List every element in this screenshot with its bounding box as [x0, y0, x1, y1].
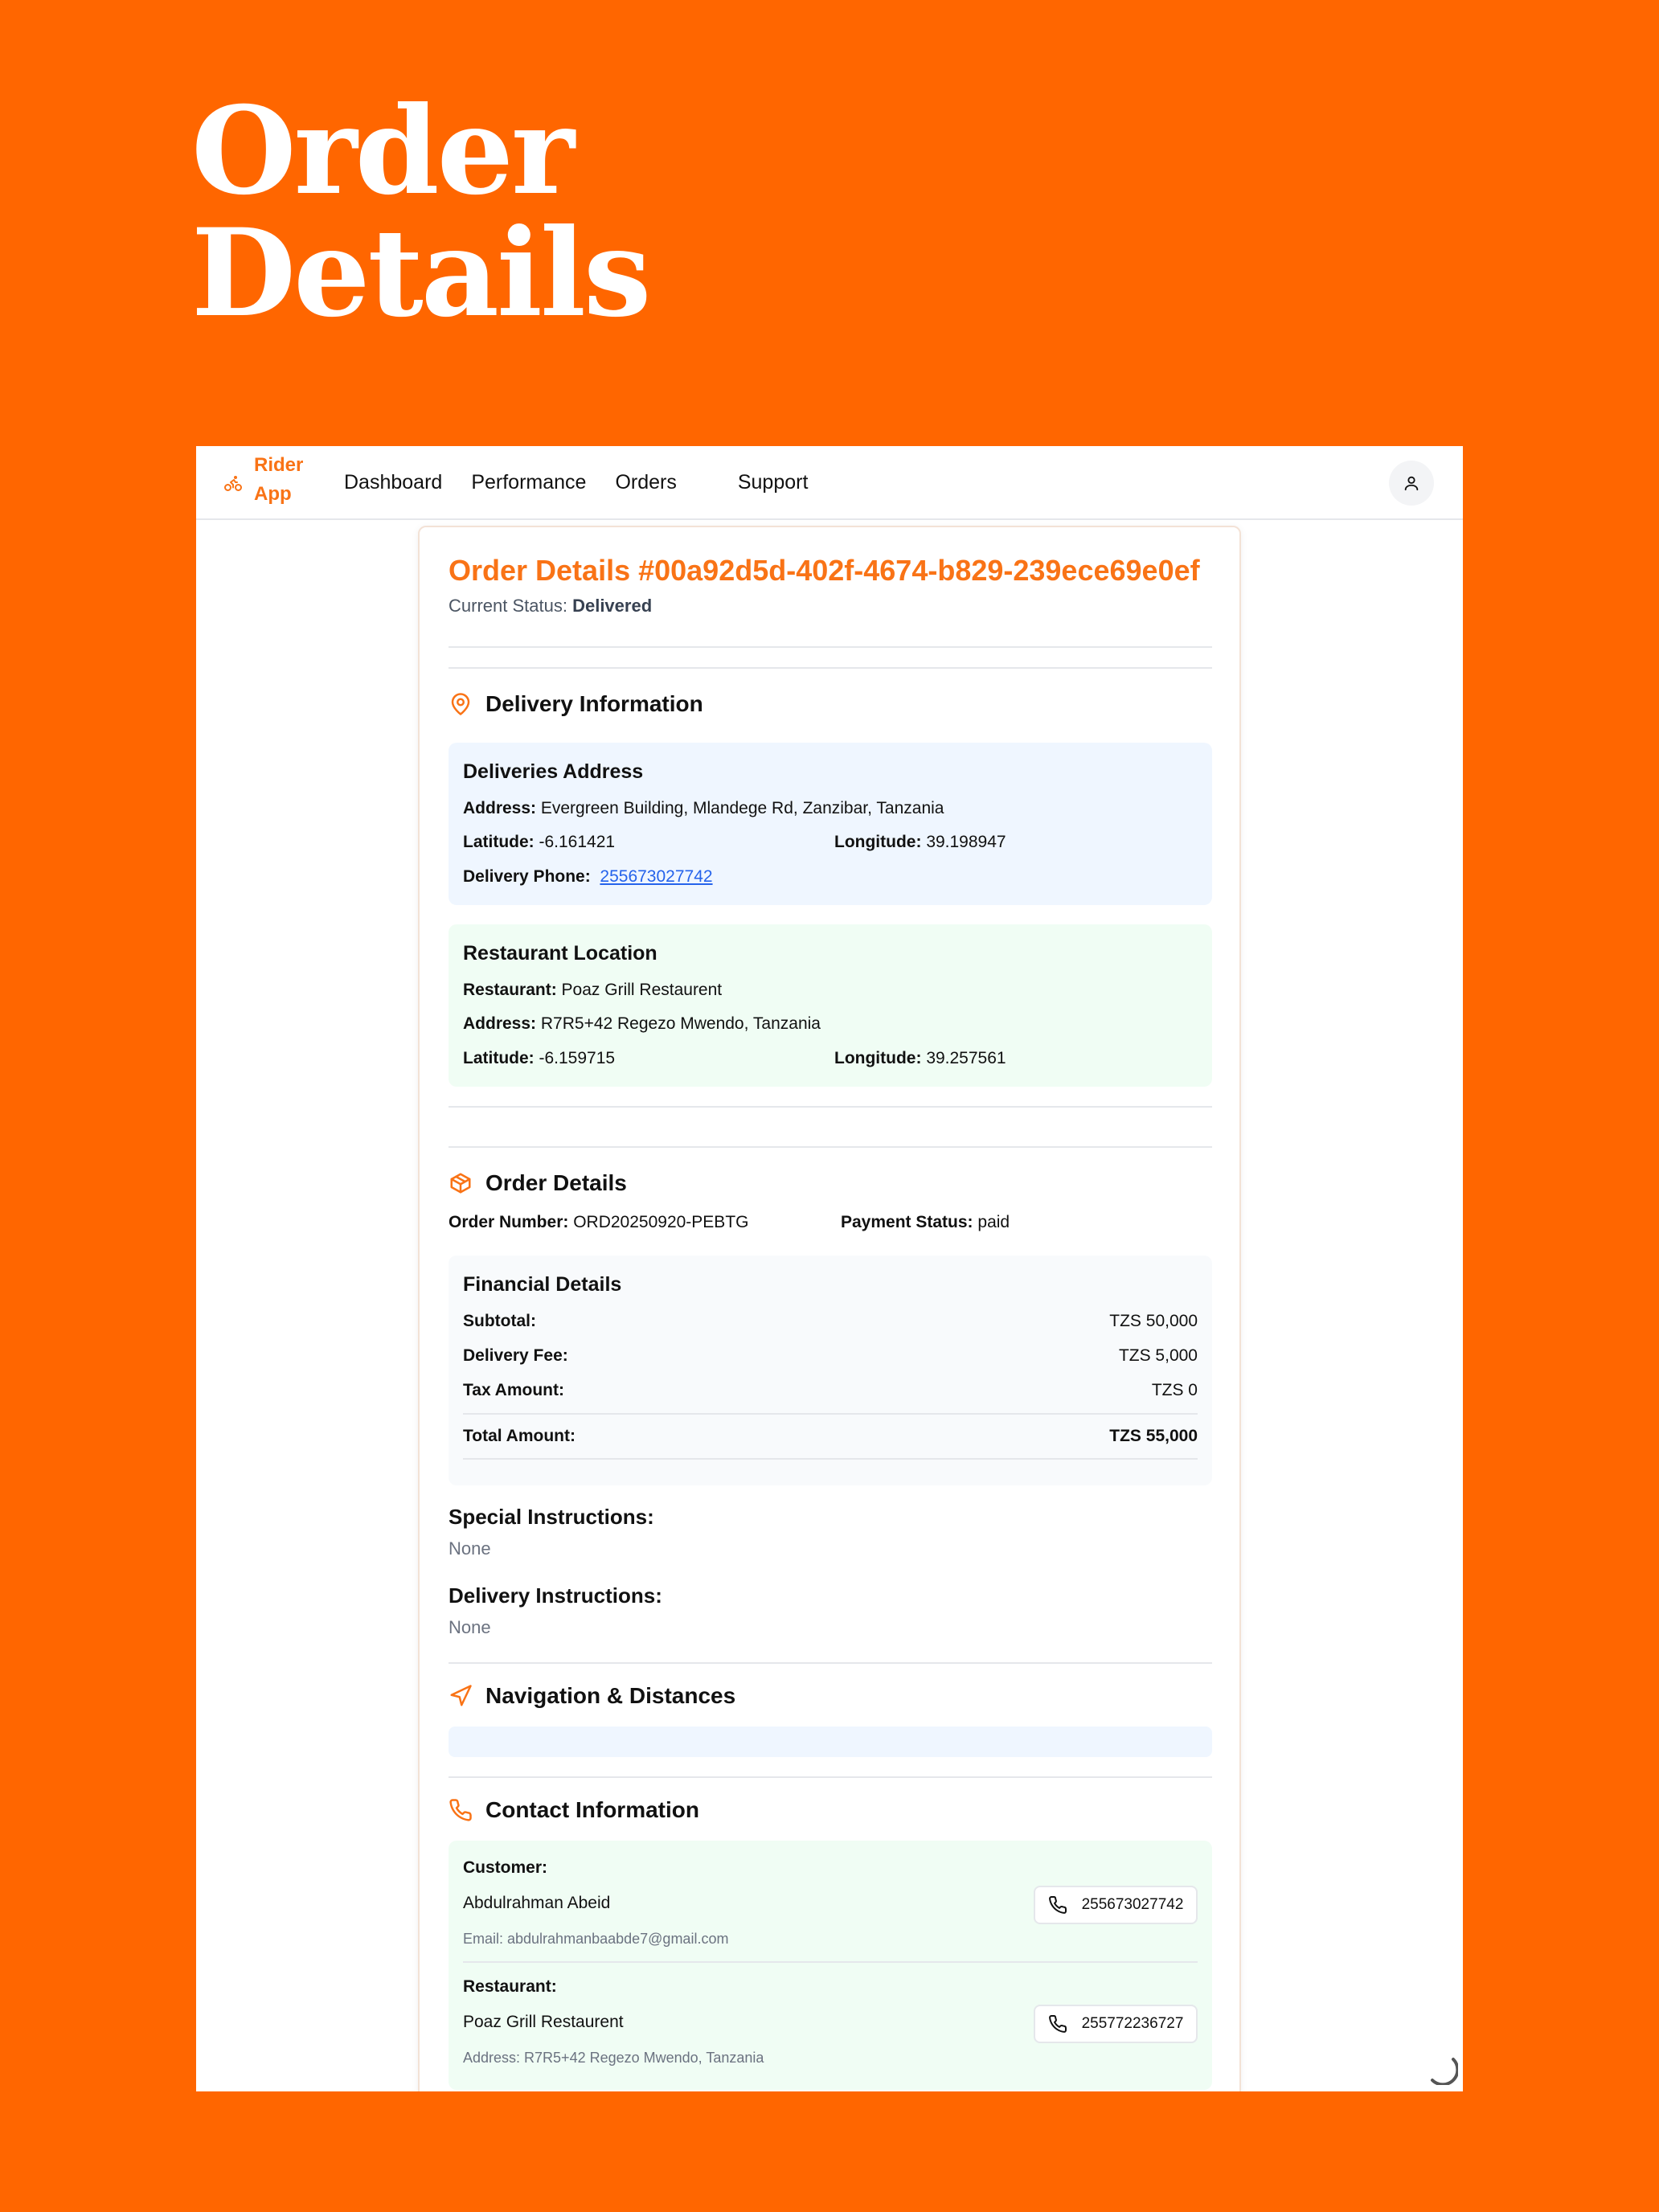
field-label: Tax Amount: [463, 1381, 564, 1399]
field-label: Longitude: [834, 833, 922, 851]
section-title: Contact Information [485, 1797, 699, 1822]
loading-spinner-icon [1426, 2053, 1458, 2085]
top-navbar [196, 446, 1463, 520]
phone-icon [1048, 2014, 1067, 2034]
field-label: Order Number: [449, 1213, 569, 1231]
order-details-heading [449, 1170, 1212, 1196]
divider [463, 1413, 1198, 1415]
financial-details-box [449, 1256, 1212, 1485]
restaurant-contact-label: Restaurant: [463, 1977, 557, 1996]
field-label: Delivery Phone: [463, 867, 591, 886]
brand-logo[interactable] [223, 451, 310, 509]
delivery-phone [463, 867, 713, 887]
nav-performance[interactable]: Performance [471, 470, 587, 494]
restaurant-latitude [463, 1049, 615, 1068]
special-instructions-label: Special Instructions: [449, 1505, 654, 1529]
divider [463, 1458, 1198, 1460]
package-icon [449, 1171, 473, 1195]
restaurant-contact-address: Address: R7R5+42 Regezo Mwendo, Tanzania [463, 2050, 764, 2066]
brand-line-2: App [254, 483, 292, 505]
call-button-label: 255673027742 [1081, 1896, 1184, 1913]
field-value: paid [977, 1213, 1010, 1231]
field-label: Latitude: [463, 833, 535, 851]
contact-box [449, 1841, 1212, 2090]
delivery-phone-link[interactable]: 255673027742 [600, 867, 713, 886]
order-details-card [418, 526, 1241, 2091]
call-restaurant-button[interactable] [1034, 2005, 1198, 2043]
box-title: Deliveries Address [463, 760, 644, 783]
section-title: Order Details [485, 1170, 627, 1195]
delivery-instructions-label: Delivery Instructions: [449, 1583, 662, 1608]
hero-line-2: Details [191, 203, 649, 344]
customer-email: Email: abdulrahmanbaabde7@gmail.com [463, 1931, 729, 1947]
call-customer-button[interactable] [1034, 1886, 1198, 1924]
restaurant-name [463, 981, 722, 1000]
divider [449, 1146, 1212, 1148]
status-value: Delivered [572, 596, 653, 616]
delivery-address-box [449, 743, 1212, 905]
field-value: TZS 0 [1151, 1381, 1198, 1399]
nav-support[interactable]: Support [737, 470, 809, 494]
field-value: TZS 55,000 [1109, 1427, 1198, 1445]
delivery-info-heading [449, 691, 1212, 717]
divider [449, 1776, 1212, 1778]
box-title: Restaurant Location [463, 942, 657, 965]
field-value: TZS 5,000 [1118, 1346, 1198, 1365]
field-label: Payment Status: [841, 1213, 973, 1231]
delivery-fee-row [463, 1346, 1198, 1366]
field-label: Address: [463, 799, 537, 817]
restaurant-contact-name: Poaz Grill Restaurent [463, 2013, 624, 2031]
delivery-latitude [463, 833, 615, 852]
field-label: Restaurant: [463, 981, 557, 999]
navigation-panel [449, 1727, 1212, 1757]
nav-orders[interactable]: Orders [615, 470, 677, 494]
delivery-longitude [834, 833, 1006, 852]
phone-icon [449, 1798, 473, 1822]
current-status [449, 596, 1212, 616]
tax-row [463, 1381, 1198, 1400]
restaurant-location-box [449, 924, 1212, 1087]
subtotal-row [463, 1312, 1198, 1331]
customer-name: Abdulrahman Abeid [463, 1894, 611, 1912]
special-instructions-value: None [449, 1538, 491, 1559]
contact-heading [449, 1797, 1212, 1823]
brand-name [254, 451, 310, 509]
hero-title [191, 80, 649, 344]
field-label: Longitude: [834, 1049, 922, 1067]
field-value: 39.257561 [926, 1049, 1006, 1067]
status-label: Current Status: [449, 596, 567, 616]
field-label: Subtotal: [463, 1312, 536, 1330]
app-window [196, 446, 1463, 2091]
customer-label: Customer: [463, 1858, 548, 1877]
page-title: Order Details #00a92d5d-402f-4674-b829-239ece69e0ef [449, 554, 1200, 587]
brand-line-1: Rider [254, 454, 304, 476]
restaurant-address [463, 1014, 821, 1034]
field-label: Total Amount: [463, 1427, 576, 1445]
divider [449, 1106, 1212, 1108]
box-title: Financial Details [463, 1273, 622, 1296]
delivery-instructions-value: None [449, 1617, 491, 1637]
field-label: Delivery Fee: [463, 1346, 568, 1365]
navigation-heading [449, 1683, 1212, 1709]
field-value: TZS 50,000 [1109, 1312, 1198, 1330]
nav-links [344, 446, 837, 518]
total-row [463, 1427, 1198, 1446]
delivery-address [463, 799, 944, 818]
divider [449, 1662, 1212, 1664]
call-button-label: 255772236727 [1081, 2015, 1184, 2032]
order-number [449, 1213, 1212, 1232]
bike-icon [223, 473, 243, 493]
user-menu-button[interactable] [1389, 461, 1434, 506]
divider [449, 646, 1212, 648]
user-icon [1403, 474, 1420, 492]
field-value: ORD20250920-PEBTG [573, 1213, 749, 1231]
field-value: -6.159715 [539, 1049, 616, 1067]
divider [463, 1961, 1198, 1963]
map-pin-icon [449, 692, 473, 716]
field-label: Latitude: [463, 1049, 535, 1067]
divider [449, 667, 1212, 669]
field-label: Address: [463, 1014, 537, 1033]
payment-status [841, 1213, 1010, 1232]
phone-icon [1048, 1895, 1067, 1915]
field-value: R7R5+42 Regezo Mwendo, Tanzania [540, 1014, 821, 1033]
navigation-icon [449, 1684, 473, 1708]
hero-line-1: Order [191, 80, 573, 222]
field-value: 39.198947 [926, 833, 1006, 851]
field-value: Evergreen Building, Mlandege Rd, Zanzibar, Tanzania [540, 799, 944, 817]
field-value: Poaz Grill Restaurent [561, 981, 723, 999]
restaurant-longitude [834, 1049, 1006, 1068]
section-title: Delivery Information [485, 691, 703, 716]
field-value: -6.161421 [539, 833, 616, 851]
section-title: Navigation & Distances [485, 1683, 736, 1708]
nav-dashboard[interactable]: Dashboard [344, 470, 443, 494]
